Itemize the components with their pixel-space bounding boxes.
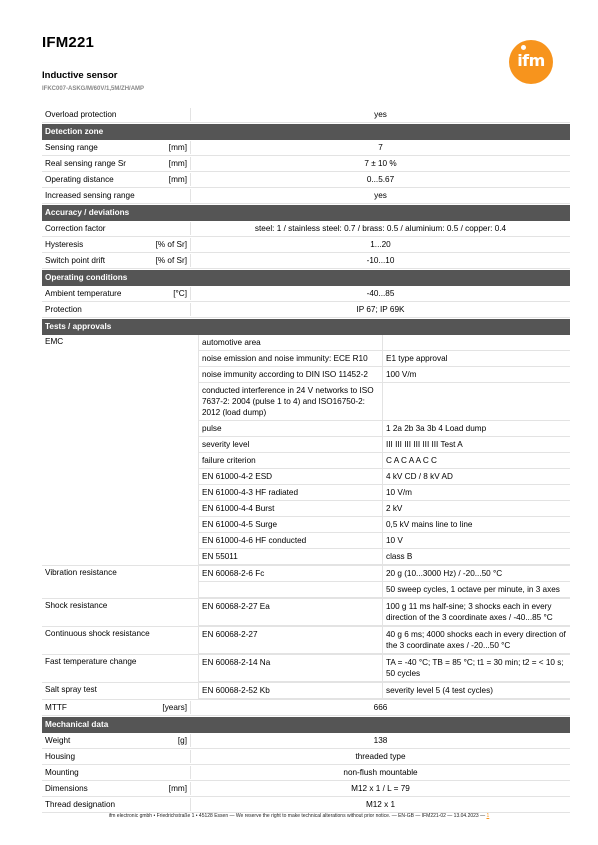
- test-row: [198, 351, 570, 367]
- spec-row: [42, 107, 570, 123]
- datasheet-table: [42, 107, 570, 813]
- test-result: 2 kV: [382, 501, 570, 516]
- test-result: 50 sweep cycles, 1 octave per minute, in 3 axes: [382, 582, 570, 597]
- test-standard: EN 61000-4-3 HF radiated: [198, 485, 382, 500]
- spec-label-cell: [42, 782, 190, 795]
- spec-label-cell: [42, 238, 190, 251]
- test-row: [198, 549, 570, 565]
- spec-row: [42, 237, 570, 253]
- test-result: [382, 335, 570, 350]
- test-result: 100 g 11 ms half-sine; 3 shocks each in every direction of the 3 coordinate axes / -40...85 °C: [382, 599, 570, 625]
- spec-unit: [% of Sr]: [155, 256, 187, 265]
- spec-row: [42, 140, 570, 156]
- test-standard: noise immunity according to DIN ISO 11452-2: [198, 367, 382, 382]
- test-standard: EN 61000-4-2 ESD: [198, 469, 382, 484]
- spec-label-cell: [42, 766, 190, 779]
- footer-text: ifm electronic gmbh • Friedrichstraße 1 • 45128 Essen — We reserve the right to make technical alterations without prior notice. — EN-GB — IFM221-02 — 13.04.2023 —: [108, 813, 486, 819]
- spec-unit: [mm]: [168, 784, 187, 793]
- test-group-rows: [198, 566, 570, 598]
- spec-value: M12 x 1: [190, 798, 570, 811]
- spec-label: Ambient temperature: [45, 289, 122, 298]
- spec-row: [42, 302, 570, 318]
- spec-unit: [mm]: [168, 175, 187, 184]
- spec-value: -10...10: [190, 254, 570, 267]
- spec-value: 1...20: [190, 238, 570, 251]
- test-group-label: Fast temperature change: [45, 657, 137, 666]
- spec-row: [42, 172, 570, 188]
- spec-label-cell: [42, 287, 190, 300]
- spec-unit: [mm]: [168, 143, 187, 152]
- test-group: [42, 566, 570, 599]
- spec-label: Overload protection: [45, 110, 117, 119]
- spec-label-cell: [42, 141, 190, 154]
- section-header-accuracy: Accuracy / deviations: [42, 205, 570, 221]
- test-standard: noise emission and noise immunity: ECE R10: [198, 351, 382, 366]
- spec-label: Sensing range: [45, 143, 98, 152]
- product-code: IFKC007-ASKG/M/60V/1,5M/ZH/AMP: [42, 86, 145, 92]
- test-group-label: Continuous shock resistance: [45, 629, 150, 638]
- spec-row: [42, 188, 570, 204]
- spec-value: M12 x 1 / L = 79: [190, 782, 570, 795]
- spec-value: 666: [190, 701, 570, 714]
- spec-value: yes: [190, 108, 570, 121]
- spec-label-cell: [42, 173, 190, 186]
- spec-value: yes: [190, 189, 570, 202]
- test-result: severity level 5 (4 test cycles): [382, 683, 570, 698]
- spec-row: [42, 221, 570, 237]
- test-group-label: Shock resistance: [45, 601, 108, 610]
- test-group-rows: [198, 655, 570, 682]
- spec-row-mttf: [42, 700, 570, 716]
- section-header-operating: Operating conditions: [42, 270, 570, 286]
- test-result: E1 type approval: [382, 351, 570, 366]
- test-standard: EN 60068-2-6 Fc: [198, 566, 382, 581]
- test-result: [382, 383, 570, 420]
- spec-label: Protection: [45, 305, 82, 314]
- spec-label: Real sensing range Sr: [45, 159, 127, 168]
- spec-label: Mounting: [45, 768, 79, 777]
- spec-row: [42, 286, 570, 302]
- test-standard: EN 60068-2-14 Na: [198, 655, 382, 681]
- test-row: [198, 599, 570, 626]
- test-standard: pulse: [198, 421, 382, 436]
- spec-label: Correction factor: [45, 224, 106, 233]
- test-row: [198, 683, 570, 699]
- spec-value: 7: [190, 141, 570, 154]
- test-result: 1 2a 2b 3a 3b 4 Load dump: [382, 421, 570, 436]
- page-link[interactable]: 1: [486, 813, 490, 819]
- test-row: [198, 566, 570, 582]
- test-row: [198, 383, 570, 421]
- spec-label-cell: [42, 750, 190, 763]
- spec-row: [42, 797, 570, 813]
- test-result: III III III III III III Test A: [382, 437, 570, 452]
- test-row: [198, 421, 570, 437]
- test-result: 40 g 6 ms; 4000 shocks each in every direction of the 3 coordinate axes / -20...50 °C: [382, 627, 570, 653]
- test-standard: failure criterion: [198, 453, 382, 468]
- test-standard: EN 60068-2-52 Kb: [198, 683, 382, 698]
- test-standard: EN 61000-4-6 HF conducted: [198, 533, 382, 548]
- spec-row: [42, 765, 570, 781]
- test-row: [198, 582, 570, 598]
- section-header-detection: Detection zone: [42, 124, 570, 140]
- spec-label-cell: [42, 254, 190, 267]
- test-group-label: Vibration resistance: [45, 568, 117, 577]
- test-result: C A C A A C C: [382, 453, 570, 468]
- product-subtitle: Inductive sensor: [42, 70, 118, 81]
- test-result: 10 V: [382, 533, 570, 548]
- spec-row: [42, 156, 570, 172]
- spec-value: 0...5.67: [190, 173, 570, 186]
- logo-dot: [521, 45, 526, 50]
- test-standard: EN 61000-4-5 Surge: [198, 517, 382, 532]
- spec-label-cell: [42, 222, 190, 235]
- test-group: [42, 599, 570, 627]
- test-group-label: EMC: [45, 337, 64, 346]
- test-row: [198, 485, 570, 501]
- spec-label: Increased sensing range: [45, 191, 135, 200]
- spec-row: [42, 781, 570, 797]
- spec-label: Switch point drift: [45, 256, 106, 265]
- spec-label: MTTF: [45, 703, 67, 712]
- test-result: TA = -40 °C; TB = 85 °C; t1 = 30 min; t2 = < 10 s; 50 cycles: [382, 655, 570, 681]
- test-row: [198, 655, 570, 682]
- spec-value: -40...85: [190, 287, 570, 300]
- test-standard: severity level: [198, 437, 382, 452]
- spec-label-cell: [42, 303, 190, 316]
- test-standard: conducted interference in 24 V networks to ISO 7637-2: 2004 (pulse 1 to 4) and ISO16750-2: 2012 (load dump): [198, 383, 382, 420]
- spec-value: non-flush mountable: [190, 766, 570, 779]
- test-group-rows: [198, 683, 570, 699]
- test-standard: EN 60068-2-27 Ea: [198, 599, 382, 625]
- test-group-label: Salt spray test: [45, 685, 97, 694]
- ifm-logo: [509, 40, 553, 84]
- spec-unit: [g]: [177, 736, 187, 745]
- test-group: [42, 627, 570, 655]
- spec-label: Operating distance: [45, 175, 114, 184]
- spec-value: steel: 1 / stainless steel: 0.7 / brass: 0.5 / aluminium: 0.5 / copper: 0.4: [190, 222, 570, 235]
- test-group-rows: [198, 335, 570, 565]
- spec-label-cell: [42, 189, 190, 202]
- test-standard: EN 60068-2-27: [198, 627, 382, 653]
- spec-row: [42, 253, 570, 269]
- test-row: [198, 501, 570, 517]
- section-header-mechanical: Mechanical data: [42, 717, 570, 733]
- spec-label-cell: [42, 157, 190, 170]
- spec-label: Weight: [45, 736, 71, 745]
- test-row: [198, 627, 570, 654]
- test-group: [42, 335, 570, 566]
- spec-label-cell: [42, 734, 190, 747]
- spec-value: 7 ± 10 %: [190, 157, 570, 170]
- test-result: class B: [382, 549, 570, 564]
- spec-label-cell: [42, 701, 190, 714]
- spec-row: [42, 749, 570, 765]
- spec-unit: [°C]: [173, 289, 187, 298]
- test-row: [198, 517, 570, 533]
- test-row: [198, 533, 570, 549]
- test-row: [198, 469, 570, 485]
- test-row: [198, 437, 570, 453]
- test-standard: automotive area: [198, 335, 382, 350]
- test-row: [198, 335, 570, 351]
- spec-label: Hysteresis: [45, 240, 84, 249]
- section-header-tests: Tests / approvals: [42, 319, 570, 335]
- logo-text: ifm: [517, 51, 545, 70]
- test-group: [42, 683, 570, 700]
- spec-label: Housing: [45, 752, 76, 761]
- spec-label-cell: [42, 108, 190, 121]
- spec-unit: [mm]: [168, 159, 187, 168]
- spec-unit: [years]: [162, 703, 187, 712]
- test-standard: EN 61000-4-4 Burst: [198, 501, 382, 516]
- page-title: IFM221: [42, 34, 95, 51]
- footer: [0, 813, 598, 819]
- spec-value: threaded type: [190, 750, 570, 763]
- spec-label: Dimensions: [45, 784, 88, 793]
- test-result: 10 V/m: [382, 485, 570, 500]
- test-row: [198, 453, 570, 469]
- test-result: 20 g (10...3000 Hz) / -20...50 °C: [382, 566, 570, 581]
- test-standard: EN 55011: [198, 549, 382, 564]
- test-group-rows: [198, 599, 570, 626]
- test-group: [42, 655, 570, 683]
- test-standard: [198, 582, 382, 597]
- spec-row: [42, 733, 570, 749]
- test-result: 100 V/m: [382, 367, 570, 382]
- spec-unit: [% of Sr]: [155, 240, 187, 249]
- spec-value: 138: [190, 734, 570, 747]
- test-group-rows: [198, 627, 570, 654]
- spec-value: IP 67; IP 69K: [190, 303, 570, 316]
- spec-label-cell: [42, 798, 190, 811]
- test-result: 4 kV CD / 8 kV AD: [382, 469, 570, 484]
- test-result: 0,5 kV mains line to line: [382, 517, 570, 532]
- spec-label: Thread designation: [45, 800, 116, 809]
- test-row: [198, 367, 570, 383]
